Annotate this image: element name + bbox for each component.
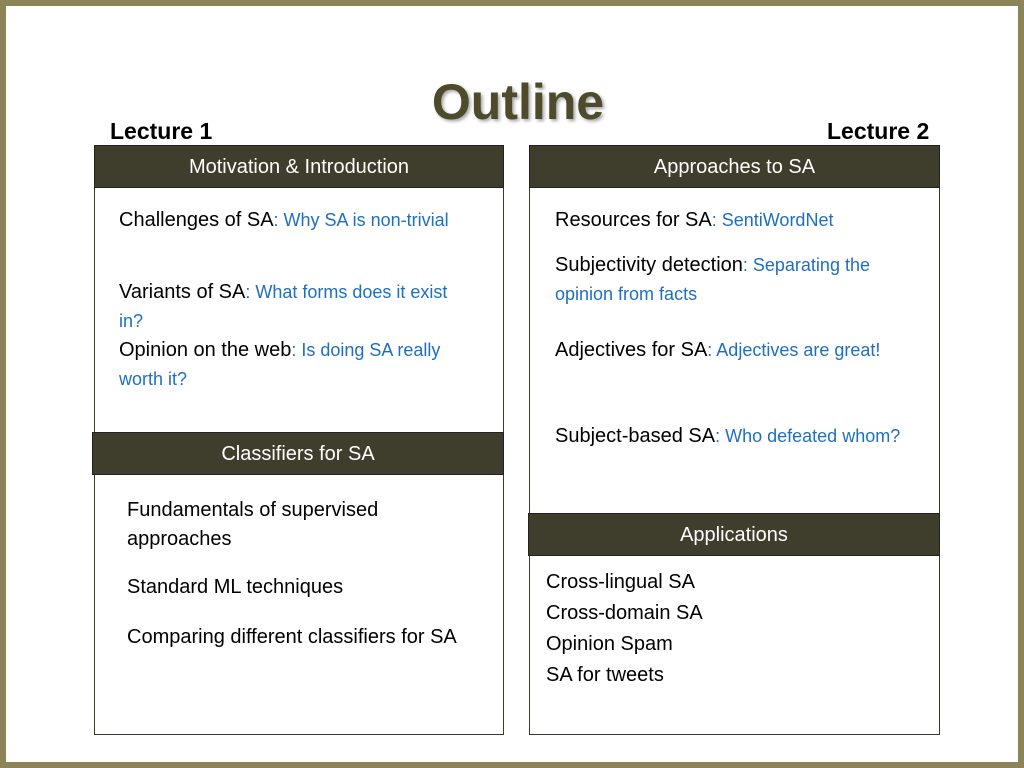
item-detail: : What forms does it exist in?: [119, 282, 448, 331]
list-item-resources: [555, 206, 910, 235]
item-detail: : Is doing SA really worth it?: [119, 340, 441, 389]
item-detail: : SentiWordNet: [711, 210, 834, 230]
list-item-cross-lingual: Cross-lingual SA: [546, 571, 695, 593]
list-item-opinion-web: [119, 336, 464, 394]
list-item-adjectives: [555, 336, 910, 365]
list-item-cross-domain: Cross-domain SA: [546, 602, 703, 624]
section-header-intro: Motivation & Introduction: [94, 145, 504, 188]
lecture-1-label: Lecture 1: [110, 118, 213, 144]
item-main: Variants of SA: [119, 281, 246, 303]
list-item-variants: [119, 278, 464, 336]
list-item-challenges: [119, 206, 464, 235]
item-main: Adjectives for SA: [555, 339, 708, 361]
item-detail: : Separating the opinion from facts: [555, 255, 870, 304]
item-main: Opinion on the web: [119, 339, 292, 361]
item-detail: : Adjectives are great!: [707, 340, 881, 360]
slide-title: Outline: [431, 74, 605, 130]
list-item-opinion-spam: Opinion Spam: [546, 633, 673, 655]
lecture-2-label: Lecture 2: [827, 118, 930, 144]
list-item-fundamentals: Fundamentals of supervised approaches: [127, 499, 379, 550]
item-main: Resources for SA: [555, 209, 712, 231]
item-detail: : Why SA is non-trivial: [273, 210, 449, 230]
item-main: Challenges of SA: [119, 209, 274, 231]
section-header-approaches: Approaches to SA: [529, 145, 940, 188]
item-main: Subject-based SA: [555, 425, 716, 447]
section-header-applications: Applications: [528, 513, 940, 556]
list-item-comparing: Comparing different classifiers for SA: [127, 626, 457, 648]
list-item-sa-tweets: SA for tweets: [546, 664, 664, 686]
item-main: Subjectivity detection: [555, 254, 743, 276]
section-header-classifiers: Classifiers for SA: [92, 432, 504, 475]
item-detail: : Who defeated whom?: [715, 426, 901, 446]
list-item-subject-based: [555, 422, 910, 451]
list-item-subjectivity: [555, 251, 910, 309]
list-item-standard-ml: Standard ML techniques: [127, 576, 344, 598]
